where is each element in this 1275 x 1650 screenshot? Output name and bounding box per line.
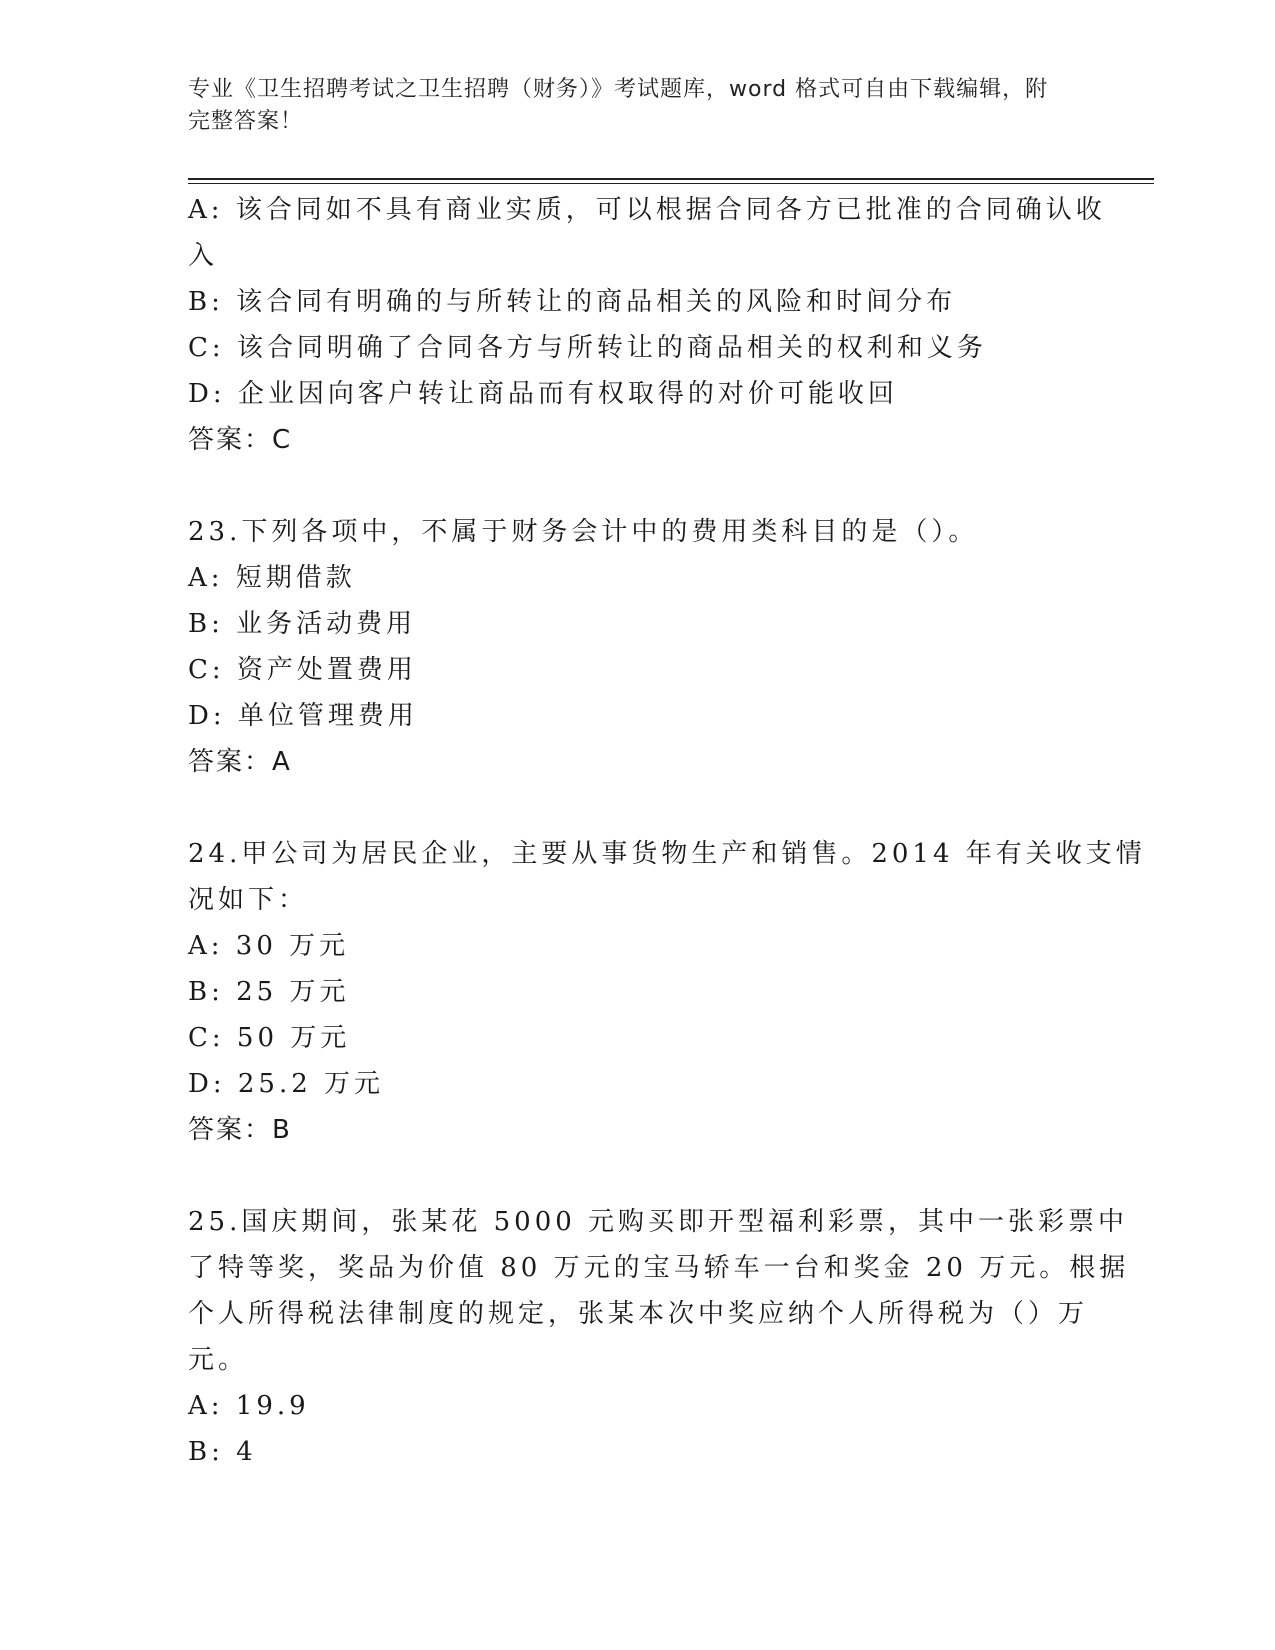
option-c: C: 该合同明确了合同各方与所转让的商品相关的权利和义务 (188, 333, 987, 363)
option-b: B: 4 (188, 1437, 257, 1467)
question-stem-continued: 况如下： (188, 885, 309, 915)
question-24 (188, 831, 1146, 1153)
question-stem-continued: 个人所得税法律制度的规定，张某本次中奖应纳个人所得税为（）万 (188, 1299, 1089, 1329)
question-stem: 25.国庆期间，张某花 5000 元购买即开型福利彩票，其中一张彩票中 (188, 1207, 1129, 1237)
question-content (188, 187, 1146, 1475)
option-d: D: 单位管理费用 (188, 701, 418, 731)
option-a: A: 该合同如不具有商业实质，可以根据合同各方已批准的合同确认收 (188, 195, 1106, 225)
option-a: A: 短期借款 (188, 563, 356, 593)
question-stem: 23.下列各项中，不属于财务会计中的费用类科目的是（）。 (188, 517, 979, 547)
spacer (188, 463, 1088, 509)
answer: 答案：B (188, 1115, 292, 1145)
question-stem: 24.甲公司为居民企业，主要从事货物生产和销售。2014 年有关收支情 (188, 839, 1146, 869)
option-c: C: 50 万元 (188, 1023, 351, 1053)
option-d: D: 25.2 万元 (188, 1069, 385, 1099)
question-stem-continued: 元。 (188, 1345, 249, 1375)
question-22 (188, 187, 1106, 463)
question-stem-continued: 了特等奖，奖品为价值 80 万元的宝马轿车一台和奖金 20 万元。根据 (188, 1253, 1130, 1283)
option-a: A: 30 万元 (188, 931, 350, 961)
option-a: A: 19.9 (188, 1391, 310, 1421)
option-b: B: 业务活动费用 (188, 609, 417, 639)
question-25 (188, 1199, 1130, 1475)
header-divider (188, 178, 1154, 180)
option-b: B: 25 万元 (188, 977, 350, 1007)
spacer (188, 785, 1088, 831)
header-divider-thin (188, 183, 1154, 184)
option-b: B: 该合同有明确的与所转让的商品相关的风险和时间分布 (188, 287, 957, 317)
option-d: D: 企业因向客户转让商品而有权取得的对价可能收回 (188, 379, 898, 409)
answer: 答案：A (188, 747, 292, 777)
spacer (188, 1153, 1088, 1199)
option-c: C: 资产处置费用 (188, 655, 417, 685)
page-header: 专业《卫生招聘考试之卫生招聘（财务）》考试题库，word 格式可自由下载编辑，附完整答案！ (188, 77, 1049, 134)
answer: 答案：C (188, 425, 293, 455)
question-23 (188, 509, 1088, 785)
option-a-continued: 入 (188, 241, 219, 271)
